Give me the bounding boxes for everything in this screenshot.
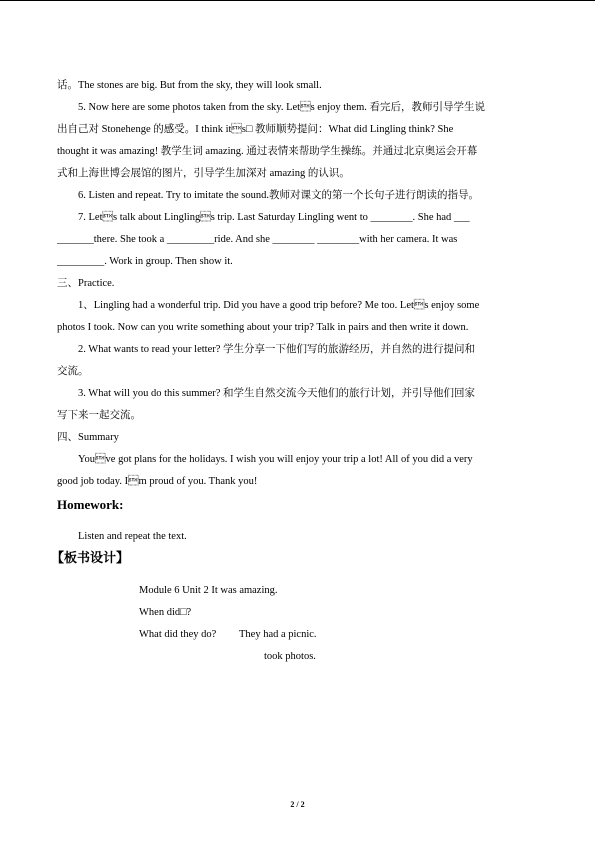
page-number: 2 / 2 [290,800,305,809]
paragraph-line: 交流。 [57,366,89,377]
paragraph-line: 7. Lets talk about Linglings trip. Last Saturday Lingling went to ________. She had ___ [78,212,470,223]
paragraph-line: 出自己对 Stonehenge 的感受。I think its□ 教师顺势提问：What did Lingling think? She [57,124,454,135]
paragraph-line: 写下来一起交流。 [57,410,141,421]
paragraph-line: _______there. She took a _________ride. And she ________ ________with her camera. It was [57,234,458,245]
paragraph-line: 6. Listen and repeat. Try to imitate the sound.教师对课文的第一个长句子进行朗读的指导。 [78,190,480,201]
board-title: Module 6 Unit 2 It was amazing. [139,585,278,596]
top-rule [0,0,595,1]
board-line: What did they do? [139,629,217,640]
paragraph-line: 式和上海世博会展馆的图片，引导学生加深对 amazing 的认识。 [57,168,350,179]
paragraph-line: 话。The stones are big. But from the sky, they will look small. [57,80,322,91]
section-heading-summary: 四、Summary [57,432,119,443]
board-line: took photos. [264,651,316,662]
board-line: They had a picnic. [239,629,317,640]
paragraph-line: good job today. Im proud of you. Thank you! [57,476,258,487]
paragraph-line: 5. Now here are some photos taken from the sky. Lets enjoy them. 看完后，教师引导学生说 [78,102,485,113]
paragraph-line: 2. What wants to read your letter? 学生分享一下他们写的旅游经历，并自然的进行提问和 [78,344,476,355]
homework-heading: Homework: [57,497,124,512]
paragraph-line: thought it was amazing! 教学生词 amazing. 通过表情来帮助学生操练。并通过北京奥运会开幕 [57,146,478,157]
section-heading-practice: 三、Practice. [57,278,115,289]
board-line: When did□? [139,607,192,618]
board-design-heading: 【板书设计】 [51,551,130,566]
paragraph-line: Youve got plans for the holidays. I wish you will enjoy your trip a lot! All of you did a very [78,454,473,465]
paragraph-line: _________. Work in group. Then show it. [57,256,233,267]
paragraph-line: photos I took. Now can you write something about your trip? Talk in pairs and then write it down. [57,322,469,333]
paragraph-line: 3. What will you do this summer? 和学生自然交流今天他们的旅行计划，并引导他们回家 [78,388,476,399]
paragraph-line: 1、Lingling had a wonderful trip. Did you have a good trip before? Me too. Lets enjoy some [78,300,480,311]
homework-text: Listen and repeat the text. [78,531,187,542]
